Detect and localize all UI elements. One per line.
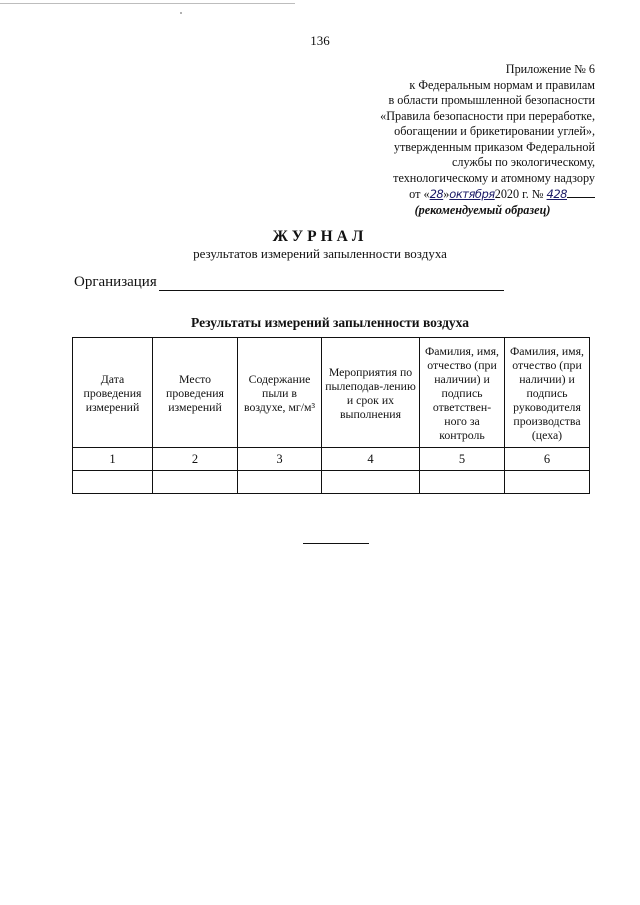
appendix-line: Приложение № 6 xyxy=(505,62,595,76)
column-header-measures: Мероприятия по пылеподав-лению и срок их выполнения xyxy=(322,338,420,448)
sample-note: (рекомендуемый образец) xyxy=(414,202,551,217)
end-of-document-rule xyxy=(303,543,369,544)
scan-edge-line xyxy=(0,3,295,4)
table-cell[interactable] xyxy=(505,471,590,494)
appendix-header xyxy=(330,62,595,218)
table-cell[interactable] xyxy=(238,471,322,494)
organization-label: Организация xyxy=(74,274,157,290)
appendix-line: службы по экологическому, xyxy=(452,155,595,169)
organization-fill-line[interactable] xyxy=(159,276,504,291)
column-number: 1 xyxy=(73,448,153,471)
column-number-row xyxy=(73,448,590,471)
appendix-line: обогащении и брикетировании углей», xyxy=(394,124,595,138)
appendix-line: к Федеральным нормам и правилам xyxy=(409,77,595,92)
table-row xyxy=(73,471,590,494)
scan-speck xyxy=(180,12,182,14)
column-header-responsible: Фамилия, имя, отчество (при наличии) и подпись ответствен-ного за контроль xyxy=(420,338,505,448)
journal-subtitle: результатов измерений запыленности воздуха xyxy=(193,246,447,261)
order-date-line xyxy=(330,186,595,203)
journal-title: ЖУРНАЛ xyxy=(272,228,368,245)
appendix-line: в области промышленной безопасности xyxy=(388,93,595,107)
column-header-manager: Фамилия, имя, отчество (при наличии) и подпись руководителя производства (цеха) xyxy=(505,338,590,448)
table-cell[interactable] xyxy=(153,471,238,494)
column-header-place: Место проведения измерений xyxy=(153,338,238,448)
appendix-line: утвержденным приказом Федеральной xyxy=(393,139,595,154)
table-cell[interactable] xyxy=(420,471,505,494)
table-cell[interactable] xyxy=(322,471,420,494)
table-title: Результаты измерений запыленности воздуха xyxy=(191,315,469,330)
column-header-date: Дата проведения измерений xyxy=(73,338,153,448)
column-number: 4 xyxy=(322,448,420,471)
column-header-dust-content: Содержание пыли в воздухе, мг/м³ xyxy=(238,338,322,448)
column-number: 6 xyxy=(505,448,590,471)
organization-row xyxy=(74,274,504,291)
order-date-mid: » xyxy=(443,187,450,201)
handwritten-day: 28 xyxy=(429,187,444,201)
table-header-row xyxy=(73,338,590,448)
order-number-blank xyxy=(567,186,595,198)
column-number: 5 xyxy=(420,448,505,471)
order-year: 2020 г. № xyxy=(494,187,544,201)
order-date-prefix: от « xyxy=(409,187,430,201)
measurements-table xyxy=(72,337,590,494)
handwritten-order-number: 428 xyxy=(546,187,567,201)
table-cell[interactable] xyxy=(73,471,153,494)
column-number: 3 xyxy=(238,448,322,471)
appendix-line: технологическому и атомному надзору xyxy=(393,170,595,185)
handwritten-month: октября xyxy=(449,187,495,201)
appendix-line: «Правила безопасности при переработке, xyxy=(380,108,595,123)
column-number: 2 xyxy=(153,448,238,471)
page-number: 136 xyxy=(310,33,330,48)
